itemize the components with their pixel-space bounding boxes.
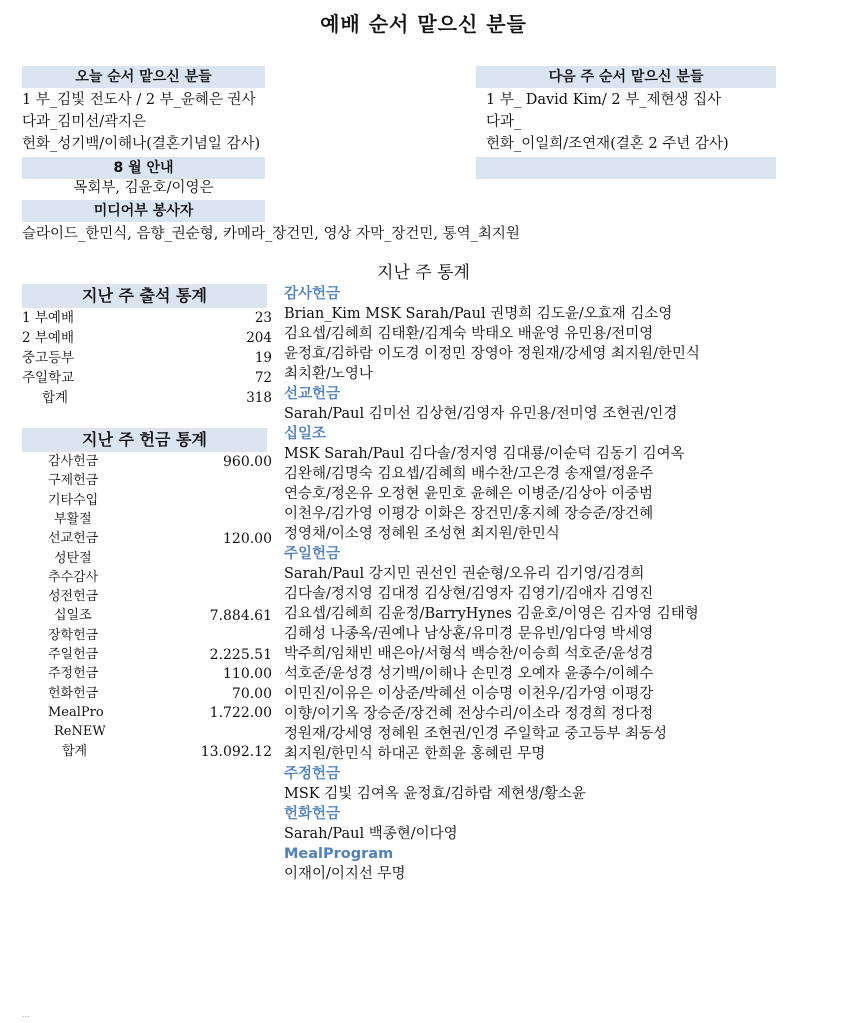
next-empty-bar	[476, 157, 776, 179]
donor-line: 박주희/임채빈 배은아/서형석 백승찬/이승희 석호준/윤성경	[284, 646, 654, 662]
next-line-1: 1 부_ David Kim/ 2 부_제현생 집사	[486, 92, 722, 108]
offering-label: 선교헌금	[48, 531, 99, 547]
donor-line: 이민진/이유은 이상준/박혜선 이승명 이천우/김가영 이평강	[284, 686, 654, 702]
donor-line: 김요셉/김혜희 김윤정/BarryHynes 김윤호/이영은 김자영 김태형	[284, 606, 699, 622]
donor-line: 최지원/한민식 하대곤 한희윤 홍혜린 무명	[284, 746, 546, 762]
attendance-value: 204	[246, 330, 272, 346]
offering-row	[22, 471, 272, 491]
offering-value: 70.00	[231, 685, 272, 702]
footer-mark: ...	[22, 1010, 30, 1019]
donor-heading: 주정헌금	[284, 766, 341, 782]
donor-line: 김요셉/김혜희 김태환/김계숙 박태오 배윤영 유민용/전미영	[284, 326, 654, 342]
offering-row	[22, 491, 272, 511]
attendance-row	[22, 328, 272, 348]
attendance-label: 중고등부	[22, 350, 75, 366]
offering-value: 960.00	[223, 454, 272, 470]
donor-line: Sarah/Paul 강지민 권선인 권순형/오유리 김기영/김경희	[284, 566, 645, 582]
offering-row	[22, 664, 272, 684]
donor-line: 윤정효/김하람 이도경 이정민 장영아 정원재/강세영 최지원/한민식	[284, 346, 700, 362]
offering-value: 1.722.00	[209, 704, 272, 721]
offering-row	[22, 645, 272, 665]
offering-row	[22, 684, 272, 704]
next-line-2: 다과_	[486, 114, 522, 130]
donor-line: Brian_Kim MSK Sarah/Paul 권명희 김도윤/오효재 김소영	[284, 306, 673, 322]
today-line-2: 다과_김미선/곽지은	[22, 114, 147, 130]
donor-line: 정원재/강세영 정혜원 조현권/인경 주일학교 중고등부 최동성	[284, 726, 667, 742]
donor-heading: 주일헌금	[284, 546, 341, 562]
donor-heading: 감사헌금	[284, 286, 341, 302]
offering-label: 주일헌금	[48, 647, 99, 662]
offering-label: 부활절	[54, 511, 92, 527]
attendance-header: 지난 주 출석 통계	[22, 284, 267, 308]
offering-label: 구제헌금	[48, 473, 99, 489]
attendance-row	[22, 388, 272, 408]
offering-label: 추수감사	[48, 569, 99, 585]
offering-row	[22, 549, 272, 569]
offering-label: 장학헌금	[48, 627, 99, 643]
donor-heading: 헌화헌금	[284, 806, 341, 822]
attendance-value: 23	[254, 310, 272, 326]
donor-line: 석호준/윤성경 성기백/이해나 손민경 오예자 윤종수/이혜수	[284, 666, 654, 682]
offering-row	[22, 568, 272, 588]
donor-line: 정영채/이소영 정혜원 조성현 최지원/한민식	[284, 526, 560, 542]
offering-row	[22, 529, 272, 549]
offering-label: 기타수입	[48, 492, 99, 508]
attendance-label: 합계	[42, 390, 69, 406]
donor-line: 이천우/김가영 이평강 이화은 장건민/홍지혜 장승준/장건혜	[284, 506, 654, 522]
august-line: 목회부, 김윤호/이영은	[73, 180, 214, 196]
today-line-1: 1 부_김빛 전도사 / 2 부_윤혜은 권사	[22, 92, 256, 108]
attendance-row	[22, 368, 272, 388]
media-header: 미디어부 봉사자	[22, 200, 265, 222]
offering-value: 7.884.61	[209, 608, 272, 625]
donor-line: Sarah/Paul 김미선 김상현/김영자 유민용/전미영 조현권/인경	[284, 406, 678, 422]
donor-line: 김해성 나종옥/권예나 남상훈/유미경 문유빈/임다영 박세영	[284, 626, 654, 642]
offering-value: 13.092.12	[200, 743, 272, 760]
offering-label: 합계	[62, 743, 88, 759]
donor-line: 김다솔/정지영 김대정 김상현/김영자 김영기/김애자 김영진	[284, 586, 654, 602]
stats-title: 지난 주 통계	[377, 263, 470, 283]
offering-row	[22, 722, 272, 742]
next-header: 다음 주 순서 맡으신 분들	[476, 66, 776, 88]
offering-label: MealPro	[48, 704, 104, 720]
offering-label: 감사헌금	[48, 454, 99, 469]
next-line-3: 헌화_이일희/조연재(결혼 2 주년 감사)	[486, 136, 729, 152]
offering-label: 주정헌금	[48, 666, 99, 682]
donor-line: 김완해/김명숙 김요셉/김혜희 배수찬/고은경 송재열/정윤주	[284, 466, 654, 482]
donor-heading: 선교헌금	[284, 386, 341, 402]
offering-label: 십일조	[54, 608, 92, 624]
media-line: 슬라이드_한민식, 음향_권순형, 카메라_장건민, 영상 자막_장건민, 통역_최지원	[22, 226, 520, 242]
attendance-row	[22, 348, 272, 368]
donor-line: 연승호/정온유 오정현 윤민호 윤혜은 이병준/김상아 이중범	[284, 486, 653, 502]
donor-heading: MealProgram	[284, 846, 394, 862]
donor-line: Sarah/Paul 백종현/이다영	[284, 826, 458, 842]
today-header: 오늘 순서 맡으신 분들	[22, 66, 265, 88]
page-title: 예배 순서 맡으신 분들	[320, 12, 527, 36]
donor-line: MSK Sarah/Paul 김다솔/정지영 김대룡/이순덕 김동기 김여옥	[284, 446, 685, 462]
donor-line: MSK 김빛 김여옥 윤정효/김하람 제현생/황소윤	[284, 786, 586, 802]
offering-row	[22, 510, 272, 530]
offering-row	[22, 452, 272, 472]
offering-value: 2.225.51	[209, 647, 272, 663]
donor-heading: 십일조	[284, 426, 327, 442]
offering-row	[22, 606, 272, 626]
offering-row	[22, 626, 272, 646]
attendance-row	[22, 308, 272, 328]
attendance-label: 1 부예배	[22, 310, 75, 326]
august-header: 8 월 안내	[22, 157, 265, 179]
donor-line: 최치환/노영나	[284, 366, 373, 382]
attendance-label: 주일학교	[22, 370, 75, 386]
offering-row	[22, 587, 272, 607]
offering-label: ReNEW	[54, 724, 106, 740]
offering-value: 120.00	[223, 531, 272, 548]
attendance-value: 318	[246, 390, 272, 406]
offering-row	[22, 742, 272, 762]
offering-header: 지난 주 헌금 통계	[22, 428, 267, 452]
donor-line: 이재이/이지선 무명	[284, 866, 406, 882]
offering-label: 성탄절	[54, 550, 92, 566]
offering-value: 110.00	[223, 666, 272, 683]
attendance-label: 2 부예배	[22, 330, 75, 346]
attendance-value: 19	[254, 350, 272, 366]
today-line-3: 헌화_성기백/이해나(결혼기념일 감사)	[22, 136, 261, 152]
donor-line: 이향/이기옥 장승준/장건혜 전상수리/이소라 정경희 정다정	[284, 706, 654, 722]
offering-label: 성전헌금	[48, 589, 99, 605]
offering-row	[22, 703, 272, 723]
offering-label: 헌화헌금	[48, 685, 99, 701]
attendance-value: 72	[254, 370, 272, 386]
